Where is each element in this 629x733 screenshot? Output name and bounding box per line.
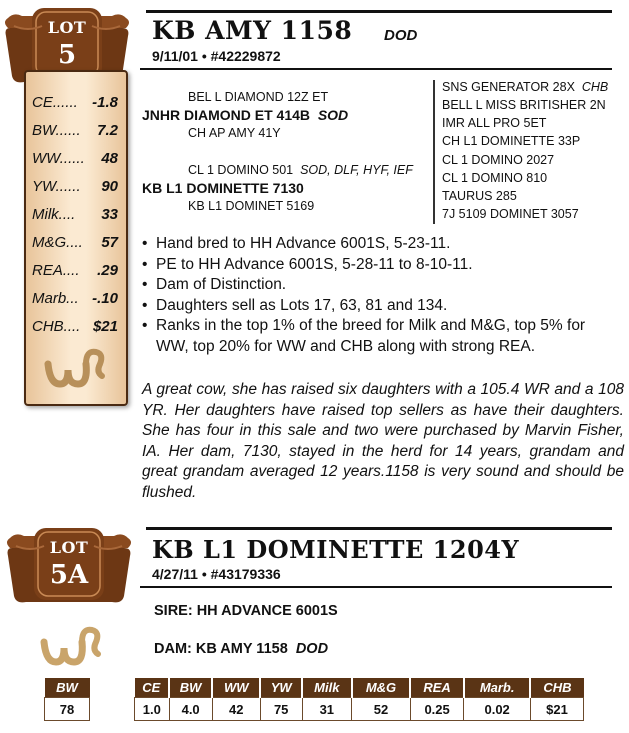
ranch-brand-icon — [42, 344, 108, 394]
table-cell: $21 — [530, 698, 583, 721]
epd-row — [32, 290, 118, 307]
pedigree-right: 7J 5109 DOMINET 3057 — [442, 207, 579, 221]
epd-row — [32, 262, 118, 279]
table-header: Milk — [302, 678, 352, 698]
pedigree-right: CH L1 DOMINETTE 33P — [442, 134, 581, 148]
epd-label: WW...... — [32, 150, 85, 167]
pedigree-right: TAURUS 285 — [442, 189, 517, 203]
pedigree-sire — [142, 107, 348, 123]
dam-name: DAM: KB AMY 1158 — [154, 641, 288, 657]
table-cell: 52 — [352, 698, 411, 721]
pedigree-right: BELL L MISS BRITISHER 2N — [442, 98, 606, 112]
epd-row — [32, 178, 118, 195]
highlights-list — [142, 234, 612, 357]
list-item-text: Dam of Distinction. — [156, 276, 287, 293]
header-rule — [146, 10, 612, 13]
table-header: M&G — [352, 678, 411, 698]
epd-value: .29 — [97, 262, 118, 279]
lot-label: LOT — [49, 538, 89, 557]
pedigree-right: IMR ALL PRO 5ET — [442, 116, 547, 130]
ancestor-tag: CHB — [581, 80, 609, 94]
lot-number: 5A — [49, 560, 89, 590]
table-cell: 78 — [45, 698, 90, 721]
table-cell: 0.25 — [410, 698, 463, 721]
pedigree-dam-sire — [188, 163, 413, 177]
sire-tag: SOD — [317, 107, 349, 123]
epd-value: 33 — [101, 206, 118, 223]
epd-label: YW...... — [32, 178, 81, 195]
table-cell: 1.0 — [135, 698, 170, 721]
epd-value: 48 — [101, 150, 118, 167]
table-header: REA — [410, 678, 463, 698]
pedigree-bracket — [433, 80, 435, 152]
epd-value: $21 — [92, 318, 118, 335]
table-cell: 42 — [212, 698, 260, 721]
list-item-text: Hand bred to HH Advance 6001S, 5-23-11. — [156, 235, 451, 252]
epd-row — [32, 94, 118, 111]
list-item: • PE to HH Advance 6001S, 5-28-11 to 8-10-11. — [142, 255, 473, 273]
epd-box — [24, 70, 128, 406]
ranch-brand-icon — [38, 622, 104, 672]
epd-value: 7.2 — [97, 122, 118, 139]
epd-label: Marb... — [32, 290, 79, 307]
sire-name: JNHR DIAMOND ET 414B — [142, 107, 311, 123]
epd-label: BW...... — [32, 122, 81, 139]
table-cell: 0.02 — [464, 698, 531, 721]
epd-row — [32, 234, 118, 251]
table-header: Marb. — [464, 678, 531, 698]
table-header: WW — [212, 678, 260, 698]
birth-registration: 9/11/01 • #42229872 — [152, 48, 281, 64]
header-rule-bottom — [140, 68, 612, 70]
pedigree-right — [442, 80, 608, 94]
pedigree-right: CL 1 DOMINO 2027 — [442, 153, 555, 167]
dam-line — [154, 641, 328, 657]
pedigree-right: CL 1 DOMINO 810 — [442, 171, 548, 185]
animal-name: KB L1 DOMINETTE 1204Y — [152, 535, 520, 564]
description: A great cow, she has raised six daughters with a 105.4 WR and a 108 YR. Her daughters have raised top sellers as have their daughters. She has four in this sale and two were purchased by Marvin Fisher, IA. Her dam, 7130, stayed in the herd for 14 years, grandam and great grandam averaged 12 years.1158 is very sound and should be flushed. — [142, 381, 624, 501]
pedigree-bracket — [433, 152, 435, 224]
list-item: • Hand bred to HH Advance 6001S, 5-23-11. — [142, 235, 451, 252]
epd-label: CHB.... — [32, 318, 81, 335]
table-header: CE — [135, 678, 170, 698]
epd-value: 90 — [101, 178, 118, 195]
lot-number: 5 — [57, 40, 77, 70]
birth-registration: 4/27/11 • #43179336 — [152, 566, 281, 582]
epd-value: 57 — [101, 234, 118, 251]
epd-value: -.10 — [92, 290, 118, 307]
dam-sire-name: CL 1 DOMINO 501 — [188, 163, 294, 177]
pedigree-dam: KB L1 DOMINETTE 7130 — [142, 180, 304, 196]
ancestor: SNS GENERATOR 28X — [442, 80, 575, 94]
pedigree-sire-dam: CH AP AMY 41Y — [188, 126, 281, 140]
lot-label: LOT — [47, 18, 87, 37]
animal-name: KB AMY 1158 — [152, 16, 353, 45]
dam-sire-tag: SOD, DLF, HYF, IEF — [300, 163, 413, 177]
epd-row — [32, 206, 118, 223]
sire-line: SIRE: HH ADVANCE 6001S — [154, 603, 338, 619]
table-cell: 75 — [260, 698, 302, 721]
list-item-text: PE to HH Advance 6001S, 5-28-11 to 8-10-11. — [156, 255, 473, 273]
epd-row — [32, 150, 118, 167]
pedigree-dam-dam: KB L1 DOMINET 5169 — [188, 199, 315, 213]
epd-row — [32, 318, 118, 335]
epd-label: Milk.... — [32, 206, 76, 223]
lot-5a-badge — [4, 526, 134, 608]
dam-tag: DOD — [295, 641, 329, 657]
header-rule-bottom — [140, 586, 612, 588]
list-item-text: Daughters sell as Lots 17, 63, 81 and 134. — [156, 296, 448, 314]
table-header: YW — [260, 678, 302, 698]
epd-table — [134, 678, 584, 721]
table-header: BW — [45, 678, 90, 698]
list-item: • Daughters sell as Lots 17, 63, 81 and 134. — [142, 296, 448, 314]
epd-label: REA.... — [32, 262, 80, 279]
table-cell: 31 — [302, 698, 352, 721]
table-header: BW — [169, 678, 212, 698]
pedigree-sire-sire: BEL L DIAMOND 12Z ET — [188, 90, 329, 104]
epd-row — [32, 122, 118, 139]
birth-weight-table — [44, 678, 90, 721]
list-item-text: Ranks in the top 1% of the breed for Milk and M&G, top 5% for WW, top 20% for WW and CHB along with strong REA. — [156, 317, 586, 355]
epd-label: CE...... — [32, 94, 78, 111]
table-cell: 4.0 — [169, 698, 212, 721]
table-header: CHB — [530, 678, 583, 698]
list-item: • Dam of Distinction. — [142, 276, 287, 293]
header-rule — [146, 527, 612, 530]
designation: DOD — [384, 27, 418, 44]
list-item: • Ranks in the top 1% of the breed for Milk and M&G, top 5% for WW, top 20% for WW and CHB along with strong REA. — [142, 317, 586, 355]
epd-value: -1.8 — [92, 94, 118, 111]
epd-label: M&G.... — [32, 234, 83, 251]
